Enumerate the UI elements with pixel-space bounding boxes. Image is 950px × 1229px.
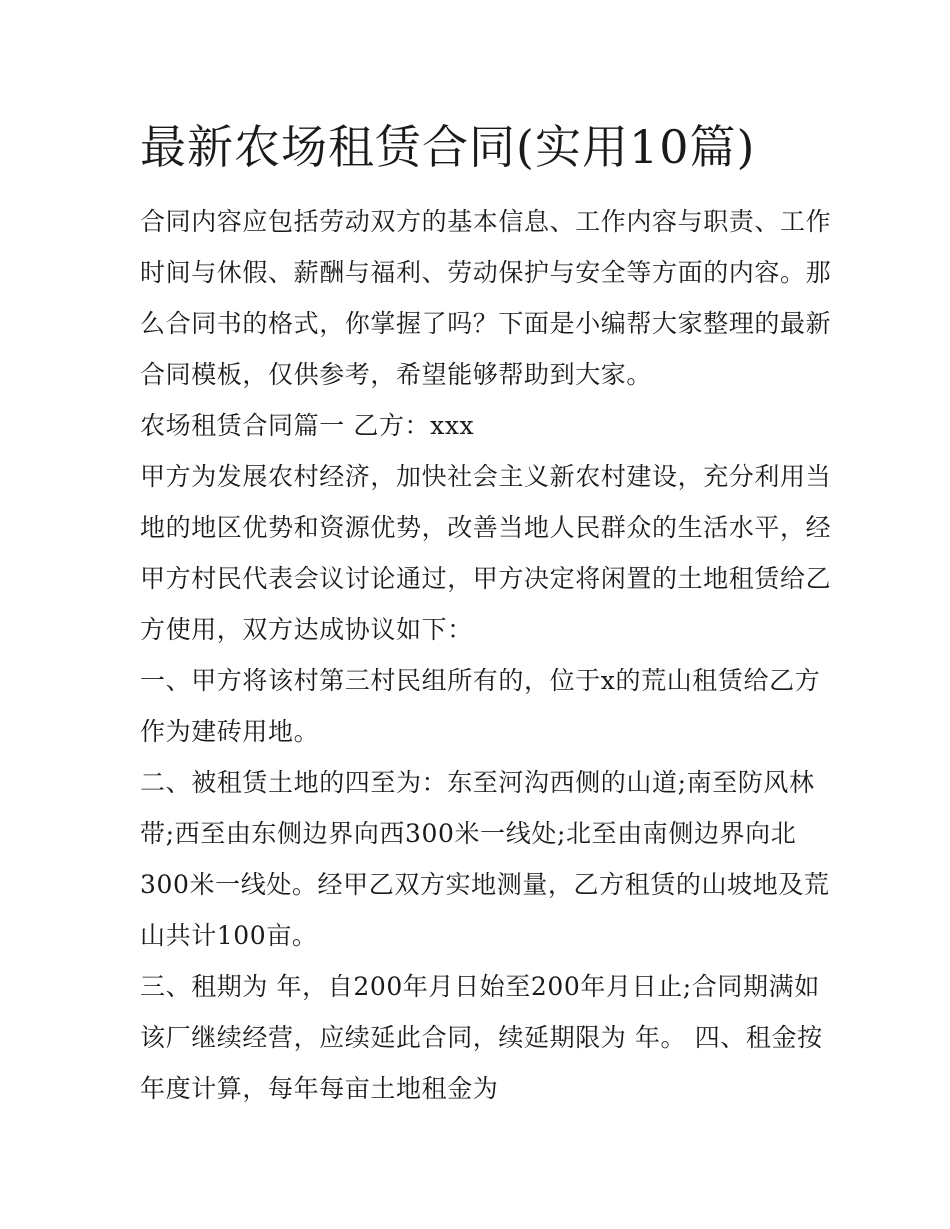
body-line: 合同内容应包括劳动双方的基本信息、工作内容与职责、工作 [140, 207, 832, 236]
clause-line: 作为建砖用地。 [140, 717, 320, 746]
body-line: 么合同书的格式，你掌握了吗？下面是小编帮大家整理的最新 [140, 309, 832, 338]
clause-line: 带;西至由东侧边界向西300米一线处;北至由南侧边界向北 [140, 819, 797, 848]
clause-line: 300米一线处。经甲乙双方实地测量，乙方租赁的山坡地及荒 [140, 870, 830, 899]
body-line: 合同模板，仅供参考，希望能够帮助到大家。 [140, 360, 653, 389]
section-heading-line: 农场租赁合同篇一 乙方：xxx [140, 411, 475, 440]
clause-line: 二、被租赁土地的四至为：东至河沟西侧的山道;南至防风林 [140, 768, 815, 797]
clause-line: 年度计算，每年每亩土地租金为 [140, 1074, 499, 1103]
clause-line: 山共计100亩。 [140, 921, 318, 950]
body-line: 地的地区优势和资源优势，改善当地人民群众的生活水平，经 [140, 513, 832, 542]
document-title: 最新农场租赁合同(实用10篇) [140, 120, 756, 174]
body-line: 甲方为发展农村经济，加快社会主义新农村建设，充分利用当 [140, 462, 832, 491]
body-line: 时间与休假、薪酬与福利、劳动保护与安全等方面的内容。那 [140, 258, 832, 287]
body-line: 方使用，双方达成协议如下： [140, 615, 473, 644]
document-body [140, 196, 832, 1114]
clause-line: 该厂继续经营，应续延此合同，续延期限为 年。 四、租金按 [140, 1023, 823, 1052]
body-line: 甲方村民代表会议讨论通过，甲方决定将闲置的土地租赁给乙 [140, 564, 832, 593]
clause-line: 三、租期为 年，自200年月日始至200年月日止;合同期满如 [140, 972, 820, 1001]
clause-line: 一、甲方将该村第三村民组所有的，位于x的荒山租赁给乙方 [140, 666, 821, 695]
